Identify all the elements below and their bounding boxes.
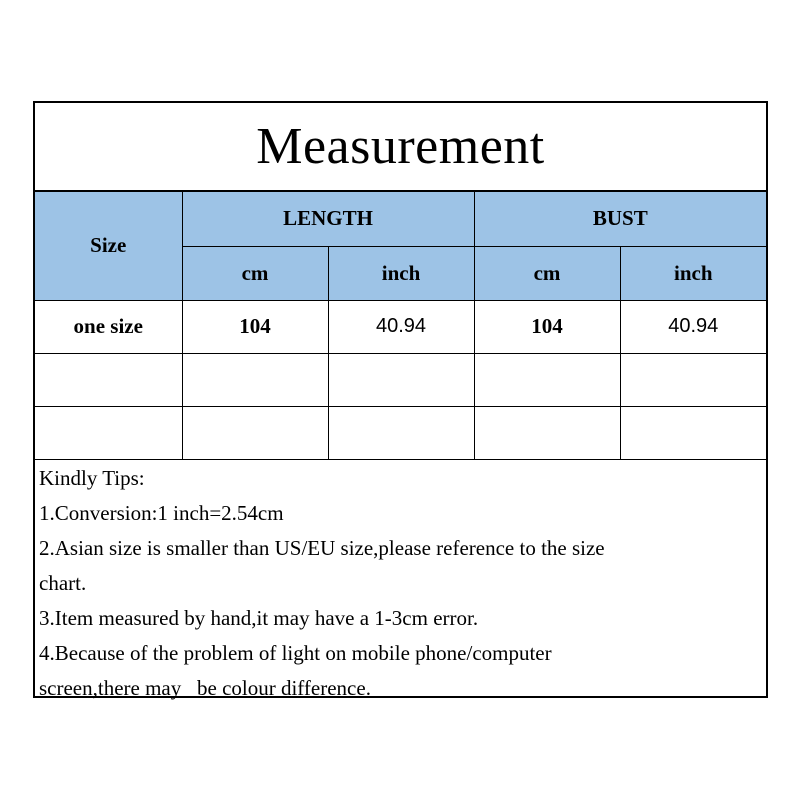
size-table (35, 192, 766, 460)
page-title: Measurement (35, 103, 766, 192)
table-row (35, 353, 766, 406)
tip-line: 3.Item measured by hand,it may have a 1-3cm error. (39, 606, 479, 630)
bust-inch-header: inch (620, 246, 766, 300)
table-header-row (35, 192, 766, 246)
table-row (35, 406, 766, 459)
length-group-header: LENGTH (182, 192, 474, 246)
length-cm-header: cm (182, 246, 328, 300)
bust-cm-cell: 104 (474, 300, 620, 353)
length-inch-cell: 40.94 (328, 300, 474, 353)
bust-inch-cell (620, 353, 766, 406)
size-column-header: Size (35, 192, 182, 300)
bust-group-header: BUST (474, 192, 766, 246)
bust-cm-header: cm (474, 246, 620, 300)
table-row (35, 300, 766, 353)
bust-inch-cell (620, 406, 766, 459)
tip-line: screen,there may be colour difference. (39, 676, 371, 700)
size-cell (35, 406, 182, 459)
length-cm-cell (182, 353, 328, 406)
tips-heading: Kindly Tips: (39, 466, 145, 490)
tip-line: 2.Asian size is smaller than US/EU size,please reference to the size (39, 536, 605, 560)
length-inch-cell (328, 406, 474, 459)
size-cell (35, 353, 182, 406)
size-cell: one size (35, 300, 182, 353)
length-inch-cell (328, 353, 474, 406)
length-cm-cell (182, 406, 328, 459)
kindly-tips (39, 461, 761, 706)
tip-line: 4.Because of the problem of light on mobile phone/computer (39, 641, 552, 665)
length-inch-header: inch (328, 246, 474, 300)
bust-inch-cell: 40.94 (620, 300, 766, 353)
measurement-sheet (33, 101, 768, 698)
tip-line: 1.Conversion:1 inch=2.54cm (39, 501, 284, 525)
length-cm-cell: 104 (182, 300, 328, 353)
bust-cm-cell (474, 406, 620, 459)
tip-line: chart. (39, 571, 87, 595)
bust-cm-cell (474, 353, 620, 406)
